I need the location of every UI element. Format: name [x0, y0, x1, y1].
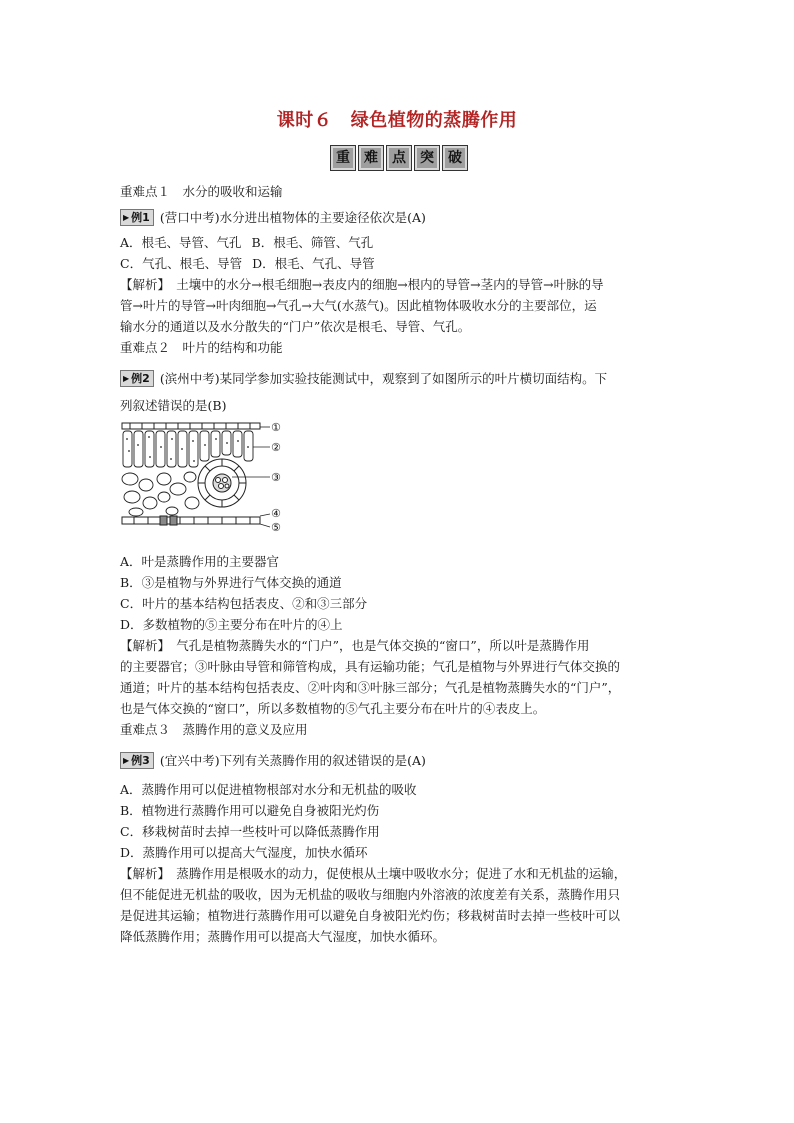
option-a: A．根毛、导管、气孔: [120, 235, 242, 250]
question-text-cont: 列叙述错误的是(B): [120, 398, 227, 413]
analysis-line: 但不能促进无机盐的吸收，因为无机盐的吸收与细胞内外溶液的浓度差有关系，蒸腾作用只: [120, 887, 621, 902]
figure-label-4: ④: [271, 507, 281, 520]
document-body: [120, 181, 676, 947]
example-question: [120, 368, 676, 389]
key-point-1: [120, 181, 676, 337]
play-icon: ▶: [123, 756, 130, 765]
option-c: C．移栽树苗时去掉一些枝叶可以降低蒸腾作用: [120, 824, 380, 839]
analysis-line: 降低蒸腾作用；蒸腾作用可以提高大气湿度，加快水循环。: [120, 929, 446, 944]
figure-label-3: ③: [271, 471, 281, 484]
example-tag: ▶ 例3: [120, 752, 154, 769]
page-title: 课时６ 绿色植物的蒸腾作用: [276, 110, 518, 131]
analysis-line: 管→叶片的导管→叶肉细胞→气孔→大气(水蒸气)。因此植物体吸收水分的主要部位，运: [120, 298, 597, 313]
option-d: D．多数植物的⑤主要分布在叶片的④上: [120, 617, 343, 632]
options-row: [120, 253, 676, 274]
option-d: D．根毛、气孔、导管: [252, 256, 375, 271]
figure-label-5: ⑤: [271, 521, 281, 534]
key-point-3: [120, 719, 676, 947]
section-banner: [330, 145, 468, 171]
banner-char: 难: [358, 145, 384, 171]
question-text: (营口中考)水分进出植物体的主要途径依次是(A): [159, 210, 426, 225]
figure-label-2: ②: [271, 441, 281, 454]
analysis-line: 通道；叶片的基本结构包括表皮、②叶肉和③叶脉三部分；气孔是植物蒸腾失水的“门户”，: [120, 680, 621, 695]
analysis-line: 的主要器官；③叶脉由导管和筛管构成，具有运输功能；气孔是植物与外界进行气体交换的: [120, 659, 621, 674]
option-c: C．气孔、根毛、导管: [120, 256, 243, 271]
option-b: B．植物进行蒸腾作用可以避免自身被阳光灼伤: [120, 803, 380, 818]
option-d: D．蒸腾作用可以提高大气湿度，加快水循环: [120, 845, 368, 860]
example-question: [120, 750, 676, 771]
banner-char: 点: [386, 145, 412, 171]
option-a: A．叶是蒸腾作用的主要器官: [120, 554, 280, 569]
option-b: B．根毛、筛管、气孔: [251, 235, 374, 250]
analysis-line: 输水分的通道以及水分散失的“门户”依次是根毛、导管、气孔。: [120, 319, 471, 334]
banner-char: 破: [442, 145, 468, 171]
option-b: B．③是植物与外界进行气体交换的通道: [120, 575, 342, 590]
figure-label-1: ①: [271, 421, 281, 434]
key-point-2: [120, 337, 676, 719]
analysis-line: 【解析】 气孔是植物蒸腾失水的“门户”，也是气体交换的“窗口”，所以叶是蒸腾作用: [120, 638, 590, 653]
options-row: [120, 232, 676, 253]
example-tag: ▶ 例1: [120, 209, 154, 226]
leaf-diagram: [120, 419, 290, 547]
section-heading: 重难点３ 蒸腾作用的意义及应用: [120, 722, 308, 737]
analysis-line: 【解析】 土壤中的水分→根毛细胞→表皮内的细胞→根内的导管→茎内的导管→叶脉的导: [120, 277, 604, 292]
section-heading: 重难点２ 叶片的结构和功能: [120, 340, 283, 355]
question-text: (宜兴中考)下列有关蒸腾作用的叙述错误的是(A): [159, 753, 426, 768]
analysis-line: 是促进其运输；植物进行蒸腾作用可以避免自身被阳光灼伤；移栽树苗时去掉一些枝叶可以: [120, 908, 621, 923]
option-c: C．叶片的基本结构包括表皮、②和③三部分: [120, 596, 368, 611]
example-question: [120, 207, 676, 228]
question-text: (滨州中考)某同学参加实验技能测试中，观察到了如图所示的叶片横切面结构。下: [159, 371, 608, 386]
banner-char: 突: [414, 145, 440, 171]
play-icon: ▶: [123, 374, 130, 383]
analysis-line: 也是气体交换的“窗口”，所以多数植物的⑤气孔主要分布在叶片的④表皮上。: [120, 701, 546, 716]
leaf-cross-section-figure: [120, 419, 676, 547]
section-heading: 重难点１ 水分的吸收和运输: [120, 184, 283, 199]
example-tag: ▶ 例2: [120, 370, 154, 387]
option-a: A．蒸腾作用可以促进植物根部对水分和无机盐的吸收: [120, 782, 417, 797]
banner-char: 重: [330, 145, 356, 171]
play-icon: ▶: [123, 213, 130, 222]
analysis-line: 【解析】 蒸腾作用是根吸水的动力，促使根从土壤中吸收水分；促进了水和无机盐的运输，: [120, 866, 627, 881]
